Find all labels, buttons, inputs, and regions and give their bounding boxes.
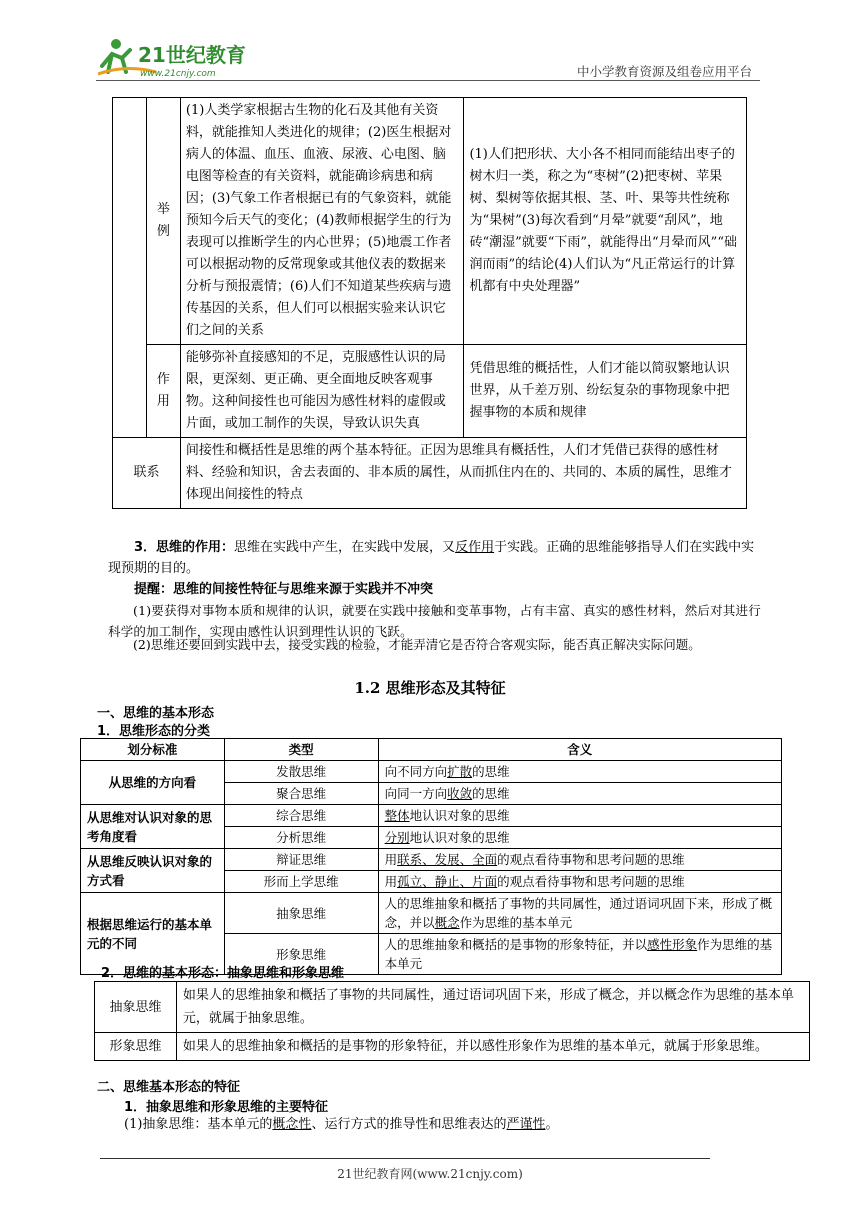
- abstract-thinking-feature-line: (1)抽象思维：基本单元的概念性、运行方式的推导性和思维表达的严谨性。: [124, 1117, 559, 1132]
- form-name-cell: 形象思维: [95, 1033, 177, 1061]
- criterion-cell: 从思维的方向看: [81, 761, 225, 805]
- criterion-cell: 从思维对认识对象的思考角度看: [81, 805, 225, 849]
- meaning-cell: 分别地认识对象的思维: [378, 827, 781, 849]
- type-cell: 形象思维: [224, 934, 378, 975]
- table-row: [113, 345, 747, 438]
- function-label: 作用: [146, 345, 180, 438]
- header-divider: [96, 80, 760, 81]
- reminder-point-1: (1)要获得对事物本质和规律的认识，就要在实践中接触和变革事物，占有丰富、真实的感性材料，然后对其进行科学的加工制作，实现由感性认识到理性认识的飞跃。: [108, 603, 761, 639]
- type-cell: 分析思维: [224, 827, 378, 849]
- relation-cell: 间接性和概括性是思维的两个基本特征。正因为思维具有概括性，人们才凭借已获得的感性材料、经验和知识，舍去表面的、非本质的属性，从而抓住内在的、共同的、本质的属性，思维才体现出间接性的特点: [180, 438, 746, 509]
- form-name-cell: 抽象思维: [95, 982, 177, 1033]
- table-row: [81, 893, 782, 934]
- meaning-cell: 向不同方向扩散的思维: [378, 761, 781, 783]
- svg-text:www.21cnjy.com: www.21cnjy.com: [140, 69, 216, 79]
- type-cell: 聚合思维: [224, 783, 378, 805]
- table-row: [95, 982, 810, 1033]
- type-cell: 综合思维: [224, 805, 378, 827]
- meaning-cell: 人的思维抽象和概括的是事物的形象特征，并以感性形象作为思维的基本单元: [378, 934, 781, 975]
- column-header: 含义: [378, 739, 781, 761]
- basic-forms-table: [94, 981, 810, 1061]
- table-row: [81, 761, 782, 783]
- criterion-cell: 根据思维运行的基本单元的不同: [81, 893, 225, 975]
- thinking-role-paragraph: 3．思维的作用：思维在实践中产生，在实践中发展，又反作用于实践。正确的思维能够指导人们在实践中实现预期的目的。: [108, 540, 755, 576]
- reminder-point-2: (2)思维还要回到实践中去，接受实践的检验，才能弄清它是否符合客观实际，能否真正解决实际问题。: [133, 637, 701, 652]
- table-row: [81, 805, 782, 827]
- svg-text:21世纪教育: 21世纪教育: [138, 43, 246, 67]
- table-row: [113, 438, 747, 509]
- form-definition-cell: 如果人的思维抽象和概括的是事物的形象特征，并以感性形象作为思维的基本单元，就属于形象思维。: [176, 1033, 809, 1061]
- table-row: [81, 849, 782, 871]
- meaning-cell: 用孤立、静止、片面的观点看待事物和思考问题的思维: [378, 871, 781, 893]
- type-cell: 形而上学思维: [224, 871, 378, 893]
- heading-basic-forms: 一、思维的基本形态: [97, 706, 215, 721]
- table-row: [95, 1033, 810, 1061]
- column-header: 类型: [224, 739, 378, 761]
- example-general-cell: (1)人们把形状、大小各不相同而能结出枣子的树木归一类，称之为“枣树”(2)把枣树、苹果树、梨树等依据其根、茎、叶、果等共性统称为“果树”(3)每次看到“月晕”就要“刮风”，地砖“潮湿”就要“下雨”，就能得出“月晕而风”“础润而雨”的结论(4)人们认为“凡正常运行的计算机都有中央处理器”: [464, 98, 747, 345]
- footer-text: 21世纪教育网(www.21cnjy.com): [337, 1167, 523, 1181]
- column-header: 划分标准: [81, 739, 225, 761]
- function-general-cell: 凭借思维的概括性，人们才能以简驭繁地认识世界，从千差万别、纷纭复杂的事物现象中把握事物的本质和规律: [464, 345, 747, 438]
- example-indirect-cell: (1)人类学家根据古生物的化石及其他有关资料，就能推知人类进化的规律；(2)医生根据对病人的体温、血压、血液、尿液、心电图、脑电图等检查的有关资料，就能确诊病患和病因；(3)气象工作者根据已有的气象资料，就能预知今后天气的变化；(4)教师根据学生的行为表现可以推断学生的内心世界；(5)地震工作者可以根据动物的反常现象或其他仪表的数据来分析与预报震情；(6)人们不知道某些疾病与遗传基因的关系，但人们可以根据实验来认识它们之间的关系: [180, 98, 464, 345]
- type-cell: 辩证思维: [224, 849, 378, 871]
- heading-features: 二、思维基本形态的特征: [97, 1080, 241, 1095]
- heading-classification: 1．思维形态的分类: [97, 724, 211, 739]
- footer-divider: [100, 1158, 710, 1159]
- type-cell: 发散思维: [224, 761, 378, 783]
- table-header-row: [81, 739, 782, 761]
- site-logo: [96, 36, 266, 80]
- type-cell: 抽象思维: [224, 893, 378, 934]
- meaning-cell: 向同一方向收敛的思维: [378, 783, 781, 805]
- meaning-cell: 整体地认识对象的思维: [378, 805, 781, 827]
- form-definition-cell: 如果人的思维抽象和概括了事物的共同属性，通过语词巩固下来，形成了概念，并以概念作为思维的基本单元，就属于抽象思维。: [176, 982, 809, 1033]
- relation-label: 联系: [113, 438, 181, 509]
- heading-main-features: 1．抽象思维和形象思维的主要特征: [124, 1100, 329, 1115]
- meaning-cell: 人的思维抽象和概括了事物的共同属性，通过语词巩固下来，形成了概念，并以概念作为思维的基本单元: [378, 893, 781, 934]
- function-indirect-cell: 能够弥补直接感知的不足，克服感性认识的局限，更深刻、更正确、更全面地反映客观事物。这种间接性也可能因为感性材料的虚假或片面，或加工制作的失误，导致认识失真: [180, 345, 464, 438]
- example-label: 举例: [146, 98, 180, 345]
- table-row: [113, 98, 747, 345]
- meaning-cell: 用联系、发展、全面的观点看待事物和思考问题的思维: [378, 849, 781, 871]
- thinking-features-table: [112, 97, 747, 509]
- heading-two-forms: 2．思维的基本形态：抽象思维和形象思维: [101, 966, 345, 981]
- header-platform-name: 中小学教育资源及组卷应用平台: [576, 64, 752, 79]
- thinking-classification-table: [80, 738, 782, 975]
- criterion-cell: 从思维反映认识对象的方式看: [81, 849, 225, 893]
- section-title: 1.2 思维形态及其特征: [354, 679, 506, 697]
- reminder-title: 提醒：思维的间接性特征与思维来源于实践并不冲突: [134, 582, 434, 597]
